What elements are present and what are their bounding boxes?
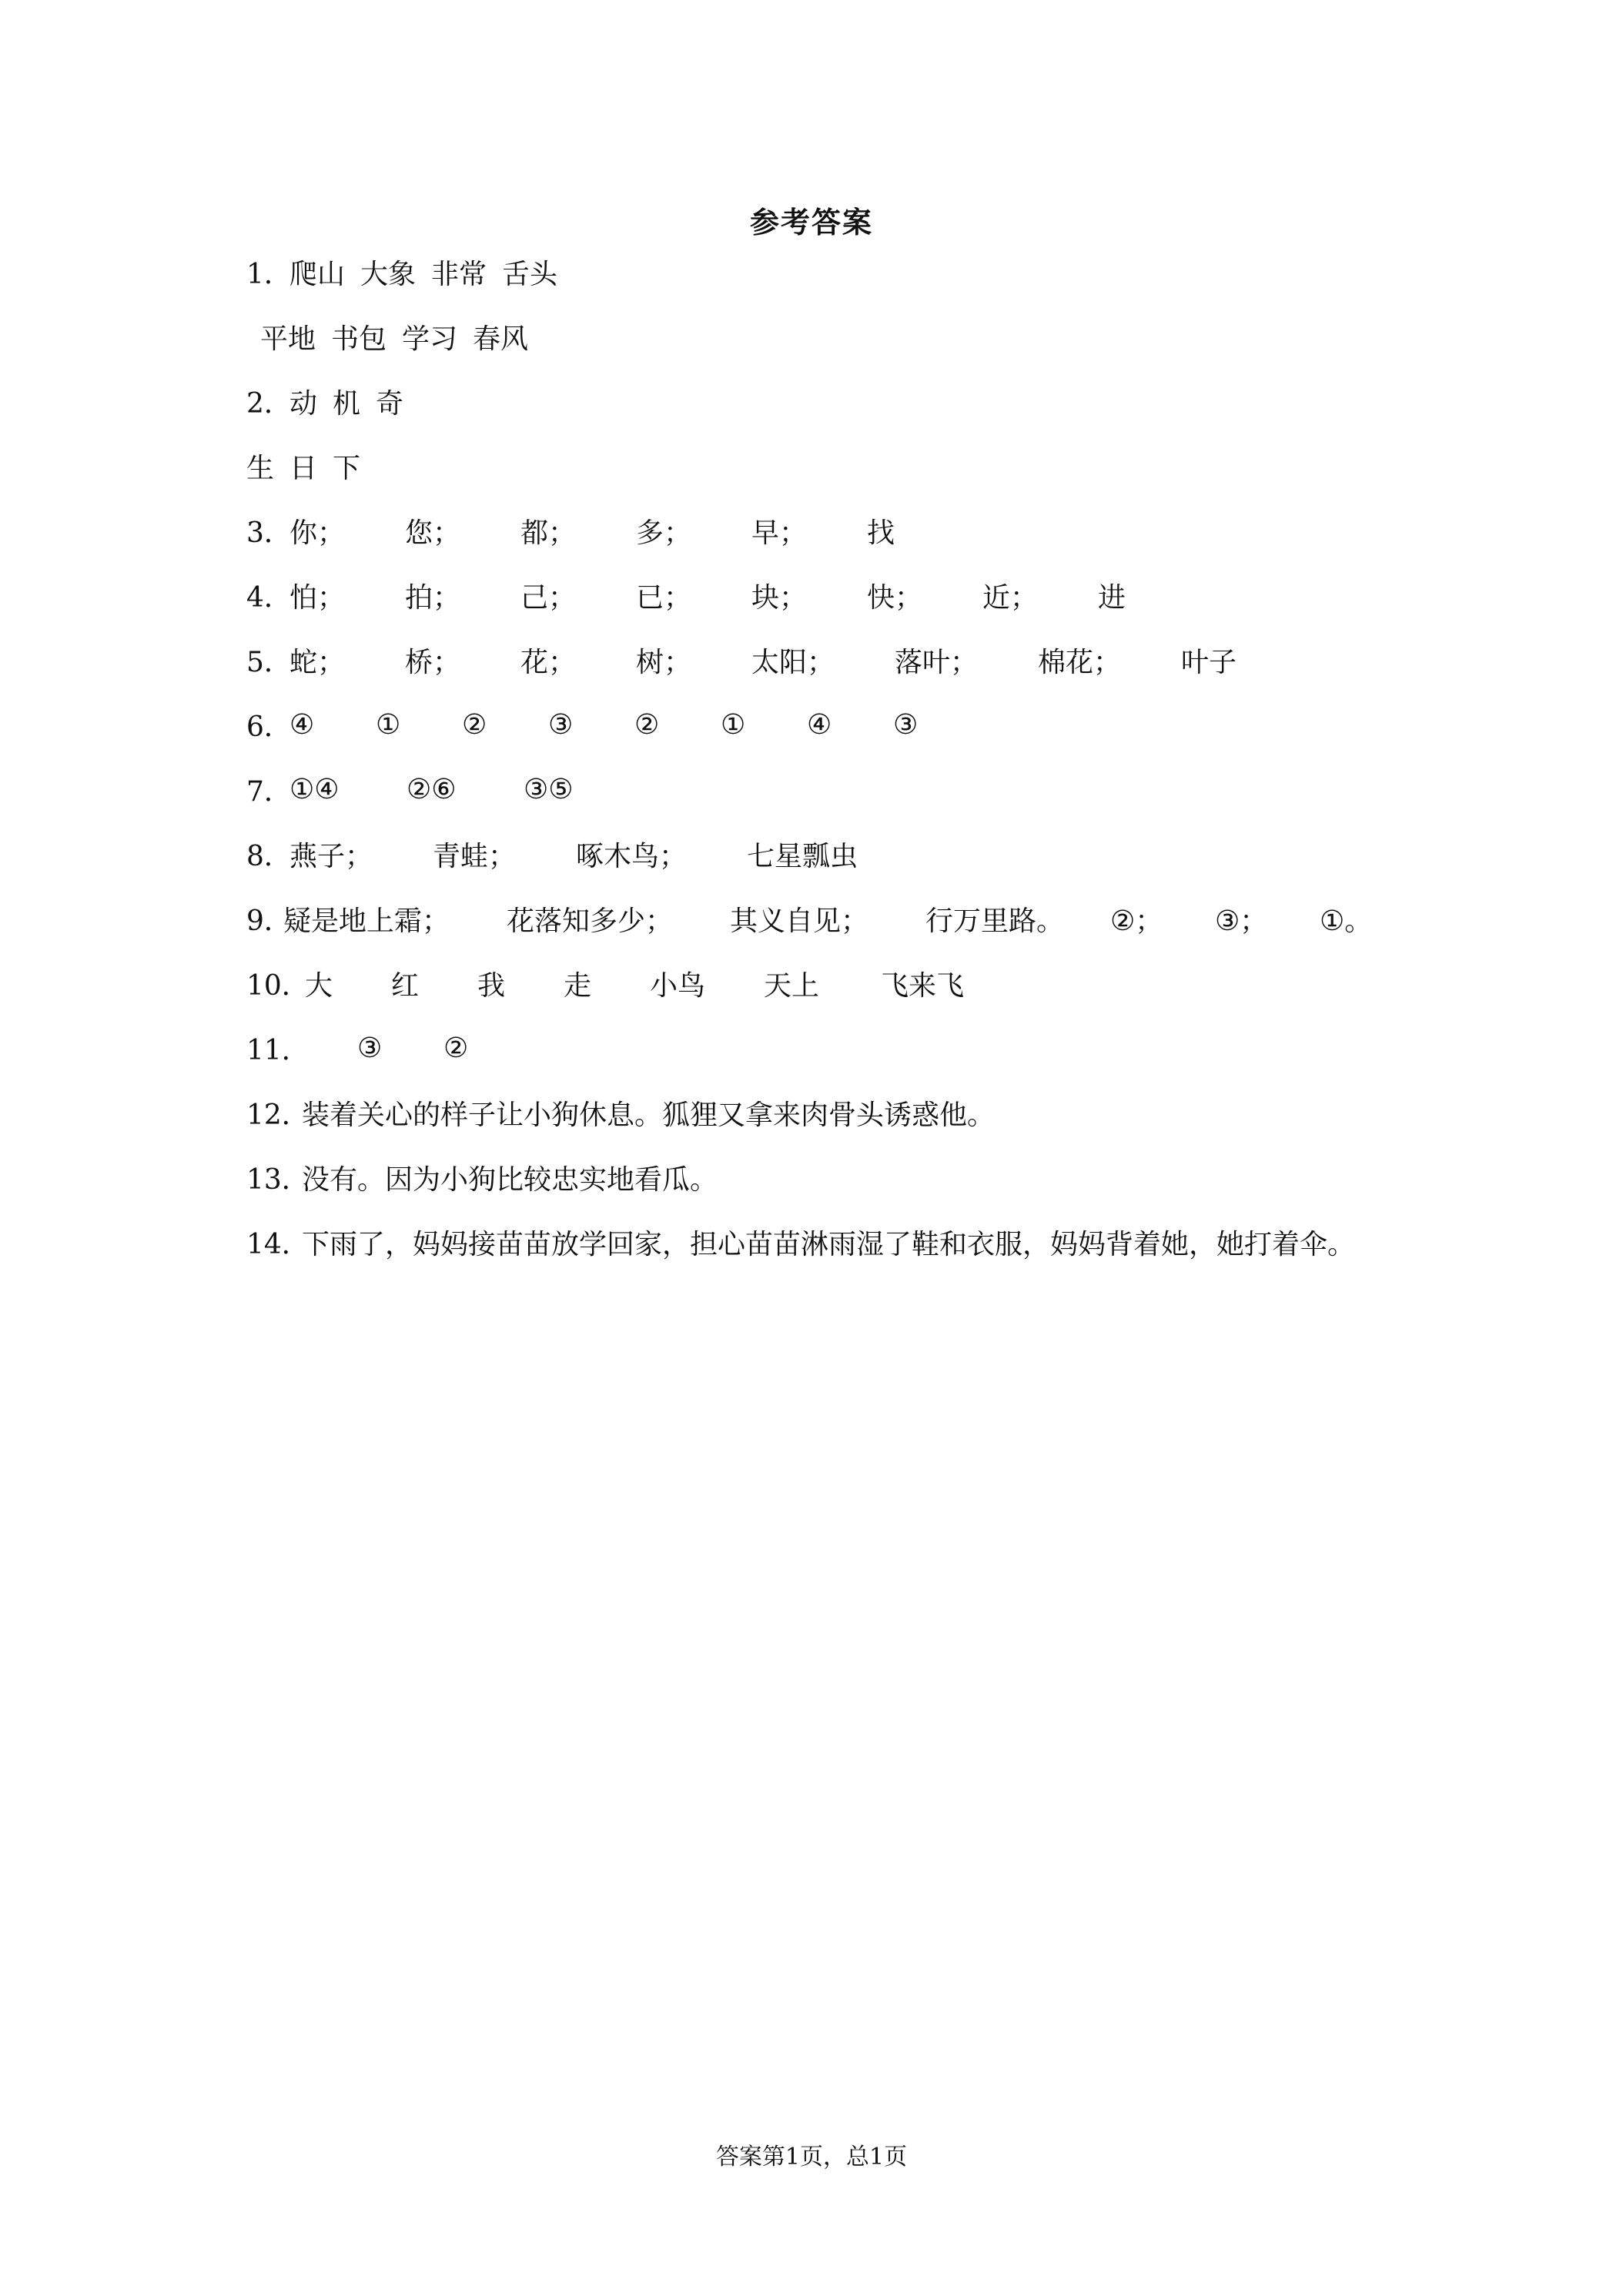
answer-item: 装着关心的样子让小狗休息。狐狸又拿来肉骨头诱惑他。 (302, 1099, 996, 1131)
answer-item: 日 (289, 452, 318, 484)
answer-item: ③ (357, 1032, 383, 1064)
answer-item: 青蛙； (433, 840, 517, 872)
answer-line-13 (246, 1158, 718, 1197)
answer-item: 你； (289, 517, 346, 549)
answer-item: 拍； (405, 581, 461, 614)
answer-item: 生 (246, 452, 275, 484)
answer-item: ④ (807, 708, 832, 741)
answer-line-10 (246, 964, 964, 1002)
answer-item: ② (634, 708, 660, 741)
answer-item: ① (721, 708, 746, 741)
answer-number: 13． (246, 1163, 310, 1196)
answer-item: ④ (289, 708, 315, 741)
answer-number: 4． (246, 581, 292, 614)
answer-item: 走 (564, 969, 592, 1002)
answer-number: 8． (246, 840, 292, 872)
answer-line-1-cont (260, 317, 528, 356)
answer-item: 叶子 (1181, 646, 1237, 678)
answer-item: 早； (751, 517, 808, 549)
answer-item: 下雨了，妈妈接苗苗放学回家，担心苗苗淋雨湿了鞋和衣服，妈妈背着她，她打着伞。 (302, 1228, 1356, 1260)
answer-number: 2． (246, 387, 292, 420)
answer-item: 已； (636, 581, 692, 614)
answer-number: 14． (246, 1228, 310, 1260)
answer-item: ②⑥ (407, 773, 457, 805)
answer-line-1 (246, 253, 557, 291)
answer-item: 啄木鸟； (576, 840, 688, 872)
answer-item: 找 (867, 517, 895, 549)
answer-item: ①。 (1320, 905, 1373, 937)
answer-number: 12． (246, 1099, 310, 1131)
answer-line-11 (246, 1029, 468, 1067)
answer-number: 1． (246, 258, 292, 290)
answer-item: 蛇； (289, 646, 346, 678)
answer-item: 舌头 (502, 258, 558, 290)
answer-number: 9． (246, 905, 292, 937)
answer-item: ②； (1110, 905, 1163, 937)
answer-item: 桥； (405, 646, 461, 678)
answer-item: 没有。因为小狗比较忠实地看瓜。 (302, 1163, 718, 1196)
answer-number: 6． (246, 711, 292, 743)
answer-item: 行万里路。 (925, 905, 1065, 937)
answer-item: ③； (1215, 905, 1268, 937)
answer-item: 落叶； (895, 646, 979, 678)
answer-item: 天上 (764, 969, 820, 1002)
answer-item: 小鸟 (650, 969, 706, 1002)
answer-item: 大象 (360, 258, 417, 290)
answer-number: 7． (246, 775, 292, 808)
answer-item: 花； (520, 646, 577, 678)
answer-item: ② (443, 1032, 469, 1064)
answer-line-4 (246, 576, 1126, 614)
answer-item: 我 (477, 969, 506, 1002)
answer-item: ③ (893, 708, 919, 741)
answer-item: 怕； (289, 581, 346, 614)
page-footer: 答案第1页，总1页 (715, 2144, 908, 2170)
answer-item: 块； (751, 581, 808, 614)
answer-line-7 (246, 770, 574, 808)
answer-item: 棉花； (1038, 646, 1122, 678)
answer-item: 奇 (376, 387, 404, 420)
answer-item: 七星瓢虫 (747, 840, 858, 872)
answer-item: 太阳； (751, 646, 835, 678)
answer-number: 5． (246, 646, 292, 678)
answer-item: 都； (520, 517, 577, 549)
answer-line-9 (246, 899, 1372, 938)
answer-item: 平地 (260, 323, 316, 355)
answer-item: 快； (867, 581, 923, 614)
answer-item: 多； (636, 517, 692, 549)
answer-item: 非常 (431, 258, 487, 290)
answer-item: 飞来飞 (881, 969, 965, 1002)
answer-item: 爬山 (289, 258, 346, 290)
answer-item: ③⑤ (524, 773, 574, 805)
answer-line-14 (246, 1223, 1355, 1261)
answer-item: 大 (305, 969, 333, 1002)
answer-item: 机 (333, 387, 361, 420)
answer-line-12 (246, 1093, 995, 1132)
answer-item: 学习 (402, 323, 458, 355)
answer-item: ② (462, 708, 487, 741)
answer-line-2 (246, 382, 403, 420)
answer-line-6 (246, 705, 918, 744)
answer-item: 花落知多少； (507, 905, 674, 937)
answer-number: 10． (246, 969, 310, 1002)
answer-item: 书包 (331, 323, 387, 355)
answer-number: 11． (246, 1034, 310, 1066)
answer-item: 动 (289, 387, 318, 420)
answer-item: ③ (548, 708, 574, 741)
answer-item: 下 (333, 452, 361, 484)
answer-line-8 (246, 835, 858, 873)
answer-item: 您； (405, 517, 461, 549)
answer-item: 其义自见； (730, 905, 869, 937)
answer-item: 燕子； (289, 840, 373, 872)
answer-line-3 (246, 511, 895, 550)
answer-line-5 (246, 641, 1236, 679)
answer-item: 进 (1098, 581, 1126, 614)
answer-item: 己； (520, 581, 577, 614)
answer-item: 树； (636, 646, 692, 678)
answer-item: ① (376, 708, 401, 741)
answer-line-2-cont (246, 447, 360, 485)
answer-item: 近； (982, 581, 1039, 614)
answer-number: 3． (246, 517, 292, 549)
answer-item: ①④ (289, 773, 340, 805)
answer-item: 疑是地上霜； (283, 905, 450, 937)
answer-item: 春风 (473, 323, 529, 355)
page-title: 参考答案 (749, 205, 873, 239)
answer-item: 红 (391, 969, 420, 1002)
